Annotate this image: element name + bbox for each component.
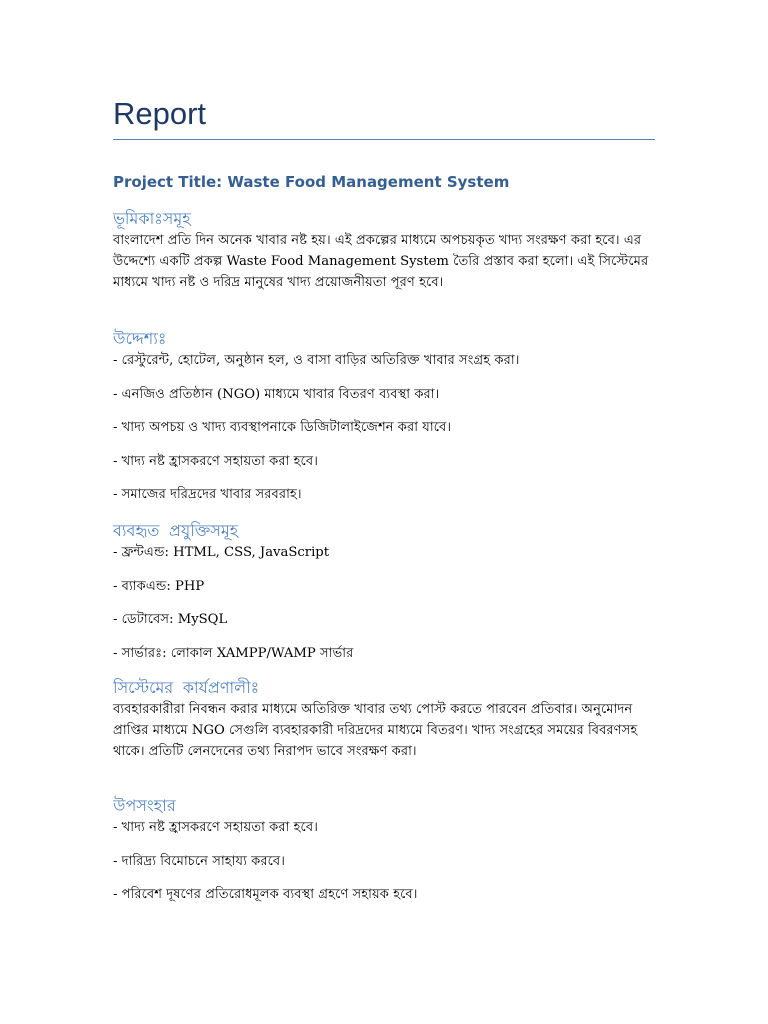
- workflow-line-4: নিরাপদ ভাবে সংরক্ষণ করা।: [273, 744, 417, 759]
- project-title: Project Title: Waste Food Management System: [113, 173, 510, 191]
- section-heading-introduction: ভূমিকাঃসমূহ: [113, 209, 191, 228]
- list-item: - খাদ্য নষ্ট হ্রাসকরণে সহায়তা করা হবে।: [113, 453, 318, 469]
- list-item: - খাদ্য নষ্ট হ্রাসকরণে সহায়তা করা হবে।: [113, 820, 318, 835]
- objectives-list: [113, 350, 665, 505]
- section-heading-workflow: সিস্টেমের কার্যপ্রণালীঃ: [113, 678, 260, 697]
- section-technologies: [113, 520, 665, 676]
- list-item: - সমাজের দরিদ্রদের খাবার সরবরাহ।: [113, 487, 302, 503]
- conclusion-list: [113, 817, 665, 905]
- list-item: - ব্যাকএন্ড: PHP: [113, 578, 205, 594]
- section-introduction: [113, 208, 665, 293]
- introduction-line-1: বাংলাদেশ প্রতি দিন অনেক খাবার নষ্ট হয়। এই প্রকল্পের মাধ্যমে অপচয়কৃত খাদ্য: [113, 233, 523, 248]
- section-workflow: [113, 677, 665, 762]
- list-item: - ডেটাবেস: MySQL: [113, 612, 228, 628]
- section-heading-conclusion: উপসংহার: [113, 796, 176, 815]
- list-item: - পরিবেশ দূষণের প্রতিরোধমূলক ব্যবস্থা গ্রহণে সহায়ক হবে।: [113, 887, 418, 903]
- list-item: - এনজিও প্রতিষ্ঠান (NGO) মাধ্যমে খাবার বিতরণ ব্যবস্থা করা।: [113, 386, 440, 402]
- list-item: - খাদ্য অপচয় ও খাদ্য ব্যবস্থাপনাকে ডিজিটালাইজেশন করা যাবে।: [113, 420, 452, 436]
- workflow-line-1: ব্যবহারকারীরা নিবন্ধন করার মাধ্যমে অতিরিক্ত খাবার তথ্য পোস্ট করতে পারবেন: [113, 702, 527, 717]
- introduction-paragraph: [113, 230, 665, 293]
- list-item: - রেস্টুরেন্ট, হোটেল, অনুষ্ঠান হল, ও বাসা বাড়ির অতিরিক্ত খাবার সংগ্রহ করা।: [113, 353, 520, 368]
- section-heading-objectives: উদ্দেশ্যঃ: [113, 329, 167, 348]
- section-conclusion: [113, 795, 665, 918]
- introduction-line-3: প্রস্তাব করা হলো। এই সিস্টেমের মাধ্যমে খাদ্য নষ্ট ও দরিদ্র মানুষের খাদ্য: [113, 254, 649, 290]
- list-item: - দারিদ্র্য বিমোচনে সাহায্য করবে।: [113, 853, 285, 869]
- section-objectives: [113, 328, 665, 518]
- workflow-paragraph: [113, 699, 665, 762]
- technologies-list: [113, 542, 665, 664]
- workflow-line-3: মাধ্যমে বিতরণ। খাদ্য সংগ্রহের সময়ের বিবরণসহ থাকে। প্রতিটি লেনদেনের তথ্য: [113, 723, 638, 759]
- document-title: Report: [113, 96, 207, 131]
- list-item: - সার্ভারঃ: লোকাল XAMPP/WAMP সার্ভার: [113, 645, 354, 661]
- introduction-line-4: প্রয়োজনীয়তা পূরণ হবে।: [314, 275, 444, 290]
- list-item: - ফ্রন্টএন্ড: HTML, CSS, JavaScript: [113, 545, 330, 560]
- introduction-line-2: সংরক্ষণ করা হবে। এর উদ্দেশ্যে একটি প্রকল্প Waste Food Management System তৈরি: [113, 233, 642, 269]
- section-heading-technologies: ব্যবহৃত প্রযুক্তিসমূহ: [113, 521, 239, 540]
- workflow-line-2: প্রতিবার। অনুমোদন প্রাপ্তির মাধ্যমে NGO সেগুলি ব্যবহারকারী দরিদ্রদের: [113, 702, 633, 738]
- title-underline: [113, 139, 655, 140]
